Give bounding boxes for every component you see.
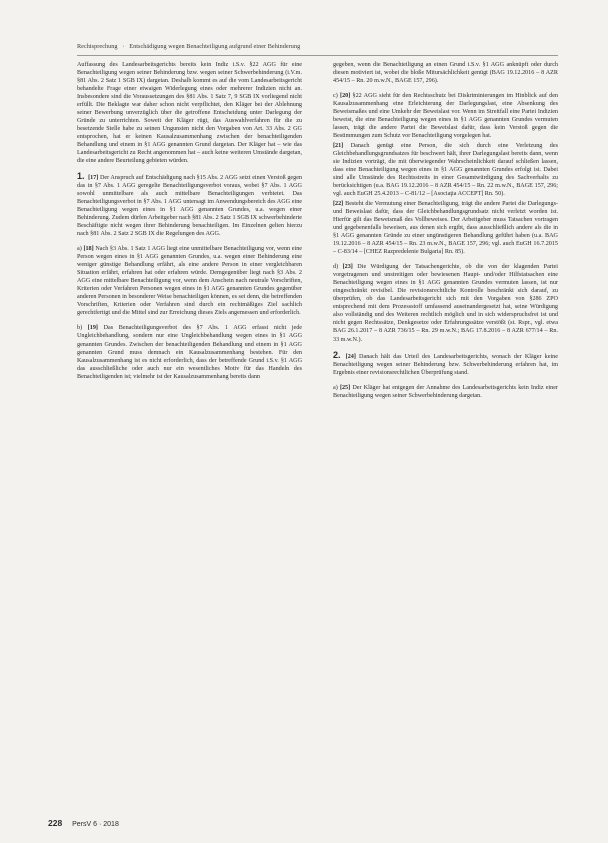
section-c <box>333 92 558 140</box>
section-number: d) <box>333 264 339 271</box>
paragraph: Die Würdigung der Tatsachengerichte, ob die von der klagenden Partei vorgetragenen und unstreitigen oder bewiesenen Haupt- und/oder Hilfstatsachen eine Benachteiligung wegen eines in §1 AGG genannten Grundes vermuten lassen, ist nur eingeschränkt revisibel. Die revisionsrechtliche Kontrolle beschränkt sich darauf, zu überprüfen, ob das Landesarbeitsgericht sich mit den Vorgaben von §286 ZPO entsprechend mit dem Prozessstoff umfassend auseinandergesetzt hat, seine Würdigung also vollständig und des Weiteren rechtlich möglich und in sich widerspruchsfrei ist und nicht gegen Rechtssätze, Denkgesetze oder Erfahrungssätze verstößt (st. Rspr., vgl. etwa BAG 26.1.2017 – 8 AZR 736/15 – Rn. 29 m.w.N.; BAG 17.8.2016 – 8 AZR 677/14 – Rn. 33 m.w.N.). <box>333 264 558 343</box>
section-2 <box>333 351 558 377</box>
margin-number: [23] <box>342 264 353 271</box>
margin-number: [20] <box>340 93 351 100</box>
journal-issue: PersV 6 · 2018 <box>72 821 119 828</box>
header-title: Entschädigung wegen Benachteiligung aufgrund einer Behinderung <box>129 43 301 50</box>
paragraph-22 <box>333 200 558 256</box>
paragraph: gegeben, wenn die Benachteiligung an einen Grund i.S.v. §1 AGG anknüpft oder durch diesen motiviert ist, wobei die bloße Mitursächlichkeit genügt (BAG 19.12.2016 – 8 AZR 454/15 – Rn. 20 m.w.N., BAGE 157, 296). <box>333 62 558 85</box>
section-number: 1. <box>77 171 85 182</box>
header-divider <box>77 55 558 56</box>
paragraph: Der Kläger hat entgegen der Annahme des Landesarbeitsgerichts kein Indiz einer Benachteiligung wegen seiner Schwerbehinderung dargetan. <box>333 384 558 399</box>
paragraph: Der Anspruch auf Entschädigung nach §15 Abs. 2 AGG setzt einen Verstoß gegen das in §7 Abs. 1 AGG geregelte Benachteiligungsverbot voraus, wobei §7 Abs. 1 AGG sowohl unmittelbare als auch mittelbare Benachteiligungen verbietet. Das Benachteiligungsverbot in §7 Abs. 1 AGG untersagt im Anwendungsbereich des AGG eine Benachteiligung wegen eines in §1 AGG genannten Grundes, u.a. wegen einer Behinderung. Zudem dürfen Arbeitgeber nach §81 Abs. 2 Satz 1 SGB IX schwerbehinderte Beschäftigte nicht wegen ihrer Behinderung benachteiligen. Im Einzelnen gelten hierzu nach §81 Abs. 2 Satz 2 SGB IX die Regelungen des AGG. <box>77 175 302 238</box>
margin-number: [22] <box>333 201 344 208</box>
paragraph: Nach §3 Abs. 1 Satz 1 AGG liegt eine unmittelbare Benachteiligung vor, wenn eine Person wegen eines in §1 AGG genannten Grundes, u.a. wegen einer Behinderung eine weniger günstige Behandlung erfährt, als eine andere Person in einer vergleichbaren Situation erfährt, erfahren hat oder erfahren würde. Demgegenüber liegt nach §3 Abs. 2 AGG eine mittelbare Benachteiligung vor, wenn dem Anschein nach neutrale Vorschriften, Kriterien oder Verfahren Personen wegen eines in §1 AGG genannten Grundes gegenüber anderen Personen in besonderer Weise benachteiligen können, es sei denn, die betreffenden Vorschriften, Kriterien oder Verfahren sind durch ein rechtmäßiges Ziel sachlich gerechtfertigt und die Mittel sind zur Erreichung dieses Ziels angemessen und erforderlich. <box>77 246 302 317</box>
section-d <box>333 263 558 343</box>
paragraph: Besteht die Vermutung einer Benachteiligung, trägt die andere Partei die Darlegungs- und Beweislast dafür, dass der Gleichbehandlungsgrundsatz nicht verletzt worden ist. Hierfür gilt das Beweismaß des Vollbeweises. Der Arbeitgeber muss Tatsachen vortragen und gegebenenfalls beweisen, aus denen sich ergibt, dass ausschließlich andere als die in §1 AGG genannten Gründe zu einer ungünstigeren Behandlung geführt haben (u.a. BAG 19.12.2016 – 8 AZR 454/15 – Rn. 23 m.w.N., BAGE 157, 296; vgl. auch EuGH 16.7.2015 – C-83/14 – [CHEZ Razpredelenie Bulgaria] Rn. 85). <box>333 201 558 256</box>
section-1 <box>77 172 302 238</box>
section-number: c) <box>333 93 338 100</box>
paragraph: Danach hält das Urteil des Landesarbeitsgerichts, wonach der Kläger keine Benachteiligung wegen seiner Behinderung bzw. Schwerbehinderung erfahren hat, im Ergebnis einer revisionsrechtlichen Überprüfung stand. <box>333 353 558 376</box>
margin-number: [24] <box>345 353 356 360</box>
page-footer <box>48 818 119 828</box>
margin-number: [18] <box>83 246 94 253</box>
section-number: a) <box>77 246 82 253</box>
header-section: Rechtsprechung <box>77 43 118 50</box>
section-number: 2. <box>333 349 341 360</box>
paragraph: Das Benachteiligungsverbot des §7 Abs. 1 AGG erfasst nicht jede Ungleichbehandlung, sondern nur eine Ungleichbehandlung wegen eines in §1 AGG genannten Grundes. Zwischen der benachteiligenden Behandlung und einem in §1 AGG genannten Grund muss demnach ein Kausalzusammenhang bestehen. Für den Kausalzusammenhang ist es nicht erforderlich, dass der betreffende Grund i.S.v. §1 AGG das ausschließliche oder auch nur ein wesentliches Motiv für das Handeln des Benachteiligenden ist; vielmehr ist der Kausalzusammenhang bereits dann <box>77 325 302 380</box>
section-a2 <box>333 384 558 400</box>
left-column <box>77 61 302 383</box>
section-a <box>77 245 302 317</box>
section-b <box>77 324 302 380</box>
section-number: b) <box>77 325 83 332</box>
paragraph: §22 AGG sieht für den Rechtsschutz bei Diskriminierungen im Hinblick auf den Kausalzusammenhang eine Erleichterung der Darlegungslast, eine Absenkung des Beweismaßes und eine Umkehr der Beweislast vor. Wenn im Streitfall eine Partei Indizien beweist, die eine Benachteiligung wegen eines in §1 AGG genannten Grundes vermuten lassen, trägt die andere Partei die Beweislast dafür, dass kein Verstoß gegen die Bestimmungen zum Schutz vor Benachteiligung vorgelegen hat. <box>333 93 558 140</box>
section-number: a) <box>333 384 338 391</box>
margin-number: [25] <box>339 384 351 391</box>
paragraph-21 <box>333 142 558 198</box>
page-number: 228 <box>48 818 63 828</box>
paragraph: Auffassung des Landesarbeitsgerichts bereits kein Indiz i.S.v. §22 AGG für eine Benachteiligung wegen seiner Behinderung bzw. wegen seiner Schwerbehinderung (i.V.m. §81 Abs. 2 Satz 1 SGB IX) dargetan. Deshalb kommt es auf die vom Landesarbeitsgericht behandelte Frage einer etwaigen Widerlegung eines oder mehrerer Indizien nicht an. Insbesondere sind die Voraussetzungen des §81 Abs. 1 Satz 7, 9 SGB IX vorliegend nicht erfüllt. Die Beklagte war daher schon nicht verpflichtet, den Kläger bei der Ablehnung seiner Bewerbung unverzüglich über die getroffene Entscheidung unter Darlegung der Gründe zu unterrichten. Soweit der Kläger rügt, das Auswahlverfahren für die zu besetzende Stelle habe zu seinen Ungunsten nicht den Vorgaben von Art. 33 Abs. 2 GG entsprochen, hat er keinen Kausalzusammenhang zwischen der benachteiligenden Behandlung und einem in §1 AGG genannten Grund dargetan. Der Kläger hat – wie das Landesarbeitsgericht zu Recht angenommen hat – auch keine weiteren Umstände dargetan, die eine andere Beurteilung gebieten würden. <box>77 62 302 165</box>
margin-number: [21] <box>333 143 344 150</box>
running-header: Rechtsprechung · Entschädigung wegen Benachteiligung aufgrund einer Behinderung <box>77 43 301 50</box>
margin-number: [17] <box>88 175 99 182</box>
right-column <box>333 61 558 402</box>
paragraph: Danach genügt eine Person, die sich durch eine Verletzung des Gleichbehandlungsgrundsatzes für beschwert hält, ihrer Darlegungslast bereits dann, wenn sie Indizien vorträgt, die mit überwiegender Wahrscheinlichkeit darauf schließen lassen, dass eine Benachteiligung wegen eines in §1 AGG genannten Grundes erfolgt ist. Dabei sind alle Umstände des Rechtsstreits in einer Gesamtwürdigung des Sachverhalts zu berücksichtigen (u.a. BAG 19.12.2016 – 8 AZR 454/15 – Rn. 22 m.w.N., BAGE 157, 296; vgl. auch EuGH 25.4.2013 – C-81/12 – [Asociaţia ACCEPT] Rn. 50). <box>333 143 558 198</box>
margin-number: [19] <box>87 325 98 332</box>
